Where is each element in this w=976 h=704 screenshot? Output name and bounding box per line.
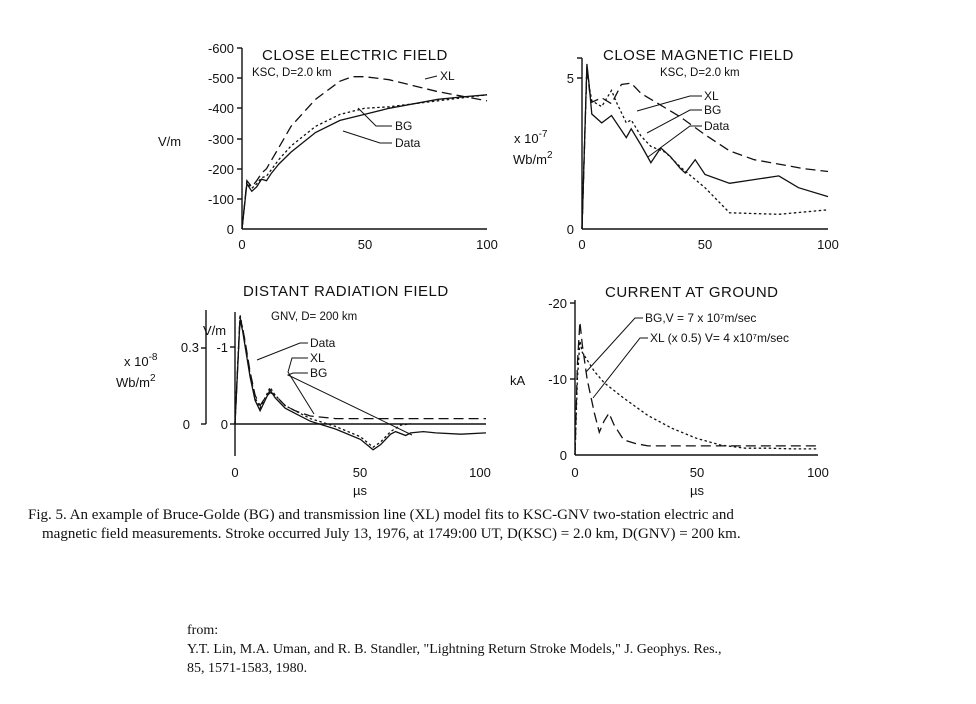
panel-subtitle: KSC, D=2.0 km [252, 67, 332, 79]
y-tick-label: -400 [207, 101, 234, 116]
series-label: BG [704, 103, 722, 117]
x-tick-label: 50 [697, 237, 713, 252]
leader-line [358, 108, 392, 126]
series-line-bg [235, 315, 411, 448]
y-tick-label: 0 [559, 448, 567, 463]
series-label: BG,V = 7 x 10⁷m/sec [645, 311, 757, 325]
leader-line [288, 373, 412, 435]
series-line-bg [575, 341, 818, 455]
series-label: BG [395, 119, 413, 133]
y-tick-label: 0.3 [180, 340, 199, 355]
series-line-data [235, 320, 486, 450]
panel-current-at-ground [510, 284, 829, 498]
x-tick-label: 100 [817, 237, 839, 252]
panel-distant-radiation-field [116, 283, 491, 498]
x-tick-label: 100 [476, 237, 498, 252]
y-axis-label: V/m [158, 134, 182, 149]
panel-close-magnetic-field [513, 47, 839, 252]
panel-title: CLOSE MAGNETIC FIELD [603, 47, 794, 64]
series-label: XL (x 0.5) V= 4 x10⁷m/sec [650, 331, 789, 345]
leader-line [648, 126, 702, 157]
series-label: XL [440, 69, 455, 83]
panel-close-electric-field [158, 41, 498, 252]
x-axis-label: µs [690, 483, 704, 498]
series-label: XL [310, 351, 325, 365]
y-tick-label: -600 [207, 41, 234, 56]
panel-title: CLOSE ELECTRIC FIELD [262, 47, 448, 64]
series-line-xl [242, 77, 487, 229]
y-tick-label: -10 [548, 372, 567, 387]
series-label: BG [310, 366, 328, 380]
y-axis-label: kA [510, 373, 526, 388]
leader-line [593, 338, 648, 398]
x-tick-label: 0 [571, 465, 579, 480]
y-tick-label: -20 [548, 296, 567, 311]
x-tick-label: 50 [352, 465, 368, 480]
y-tick-label: -300 [207, 132, 234, 147]
y-axis-unit: $Wb/m^2$ [513, 150, 553, 167]
y-tick-label: -200 [207, 162, 234, 177]
series-label: Data [704, 119, 730, 133]
panel-title: DISTANT RADIATION FIELD [243, 283, 449, 300]
x-tick-label: 100 [807, 465, 829, 480]
y-axis-label: x $10^{-7}$ [514, 129, 548, 146]
x-tick-label: 50 [689, 465, 705, 480]
y2-tick-label: -1 [216, 340, 228, 355]
caption-line-2: magnetic field measurements. Stroke occurred July 13, 1976, at 1749:00 UT, D(KSC) = 2.0 km, D(GNV) = 200 km. [42, 526, 741, 542]
series-line-xl [235, 317, 486, 424]
y-tick-label: 0 [566, 222, 574, 237]
series-label: Data [310, 336, 336, 350]
y-tick-label: -500 [207, 71, 234, 86]
y-tick-label: 0 [182, 417, 190, 432]
x-tick-label: 0 [231, 465, 239, 480]
leader-line [425, 76, 437, 79]
y-tick-label: 0 [226, 222, 234, 237]
source-citation [187, 621, 887, 678]
panel-subtitle: GNV, D= 200 km [271, 311, 358, 323]
figure-caption [28, 506, 958, 544]
leader-line [257, 343, 308, 360]
caption-line-1: Fig. 5. An example of Bruce-Golde (BG) and transmission line (XL) model fits to KSC-GNV two-station electric and [28, 507, 734, 523]
leader-line [637, 96, 702, 111]
leader-line [343, 131, 392, 143]
series-label: XL [704, 89, 719, 103]
panel-title: CURRENT AT GROUND [605, 284, 779, 301]
y-tick-label: 5 [566, 71, 574, 86]
y2-axis-label: V/m [203, 323, 227, 338]
x-tick-label: 100 [469, 465, 491, 480]
x-tick-label: 0 [578, 237, 586, 252]
y-axis-label: x $10^{-8}$ [124, 352, 158, 369]
x-tick-label: 0 [238, 237, 246, 252]
source-label: from: [187, 623, 219, 638]
x-tick-label: 50 [357, 237, 373, 252]
y2-tick-label: 0 [220, 417, 228, 432]
y-tick-label: -100 [207, 192, 234, 207]
x-axis-label: µs [353, 483, 367, 498]
series-label: Data [395, 136, 421, 150]
panel-subtitle: KSC, D=2.0 km [660, 67, 740, 79]
y-axis-unit: $Wb/m^2$ [116, 373, 156, 390]
source-line-2: 85, 1571-1583, 1980. [187, 661, 308, 676]
source-line-1: Y.T. Lin, M.A. Uman, and R. B. Standler, "Lightning Return Stroke Models," J. Geophys. Res., [187, 642, 722, 657]
